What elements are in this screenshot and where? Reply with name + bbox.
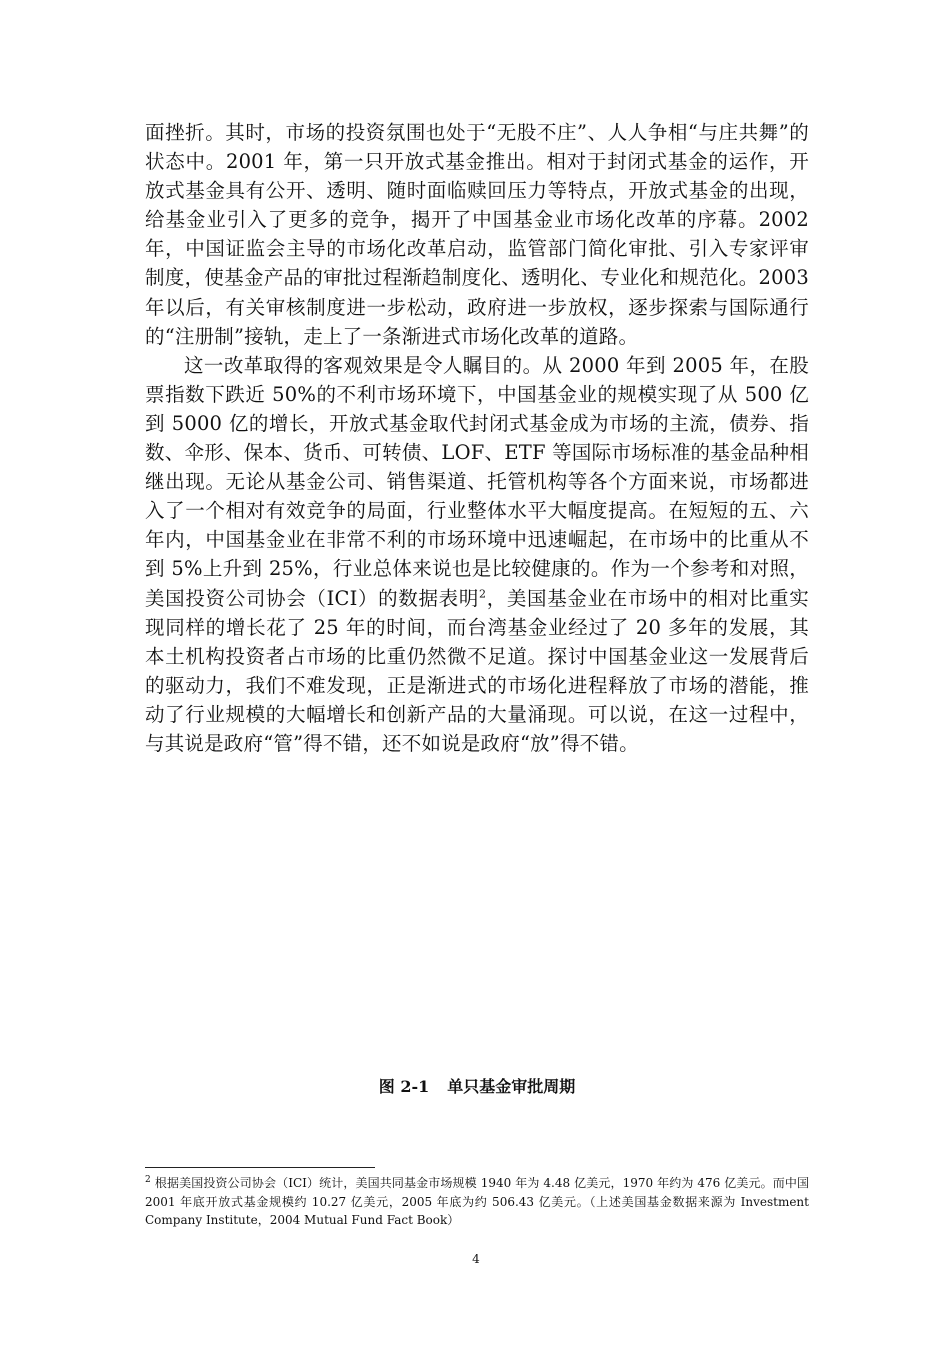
paragraph-2-text-after-ref: ，美国基金业在市场中的相对比重实现同样的增长花了 25 年的时间，而台湾基金业经过了 20 多年的发展，其本土机构投资者占市场的比重仍然微不足道。探讨中国基金业这一发展背后的驱动力，我们不难发现，正是渐进式的市场化进程释放了市场的潜能，推动了行业规模的大幅增长和创新产品的大量涌现。可以说，在这一过程中，与其说是政府“管”得不错，还不如说是政府“放”得不错。 (145, 586, 809, 755)
footnote (145, 1174, 809, 1230)
body-text (145, 118, 809, 758)
footnote-reference[interactable]: 2 (479, 587, 487, 600)
paragraph-1-text: 面挫折。其时，市场的投资氛围也处于“无股不庄”、人人争相“与庄共舞”的状态中。2001 年，第一只开放式基金推出。相对于封闭式基金的运作，开放式基金具有公开、透明、随时面临赎回压力等特点，开放式基金的出现，给基金业引入了更多的竞争，揭开了中国基金业市场化改革的序幕。2002 年，中国证监会主导的市场化改革启动，监管部门简化审批、引入专家评审制度，使基金产品的审批过程渐趋制度化、透明化、专业化和规范化。2003 年以后，有关审核制度进一步松动，政府进一步放权，逐步探索与国际通行的“注册制”接轨，走上了一条渐进式市场化改革的道路。 (145, 121, 809, 348)
figure-title: 单只基金审批周期 (447, 1077, 576, 1096)
page-number: 4 (472, 1252, 480, 1266)
paragraph-1 (145, 118, 809, 351)
figure-caption (145, 1075, 809, 1099)
figure-number: 图 2-1 (378, 1077, 430, 1096)
paragraph-2-text-before-ref: 这一改革取得的客观效果是令人瞩目的。从 2000 年到 2005 年，在股票指数下跌近 50%的不利市场环境下，中国基金业的规模实现了从 500 亿到 5000 亿的增长，开放式基金取代封闭式基金成为市场的主流，债券、指数、伞形、保本、货币、可转债、LOF、ETF 等国际市场标准的基金品种相继出现。无论从基金公司、销售渠道、托管机构等各个方面来说，市场都进入了一个相对有效竞争的局面，行业整体水平大幅度提高。在短短的五、六年内，中国基金业在非常不利的市场环境中迅速崛起，在市场中的比重从不到 5%上升到 25%，行业总体来说也是比较健康的。作为一个参考和对照，美国投资公司协会（ICI）的数据表明 (145, 353, 809, 610)
footnote-separator (145, 1167, 375, 1168)
paragraph-2 (145, 351, 809, 758)
footnote-text: 根据美国投资公司协会（ICI）统计，美国共同基金市场规模 1940 年为 4.48 亿美元，1970 年约为 476 亿美元。而中国 2001 年底开放式基金规模约 10.27 亿美元，2005 年底为约 506.43 亿美元。（上述美国基金数据来源为 Investment Company Institute，2004 Mutual Fund Fact Book） (145, 1176, 809, 1227)
footnote-mark: 2 (145, 1175, 151, 1185)
